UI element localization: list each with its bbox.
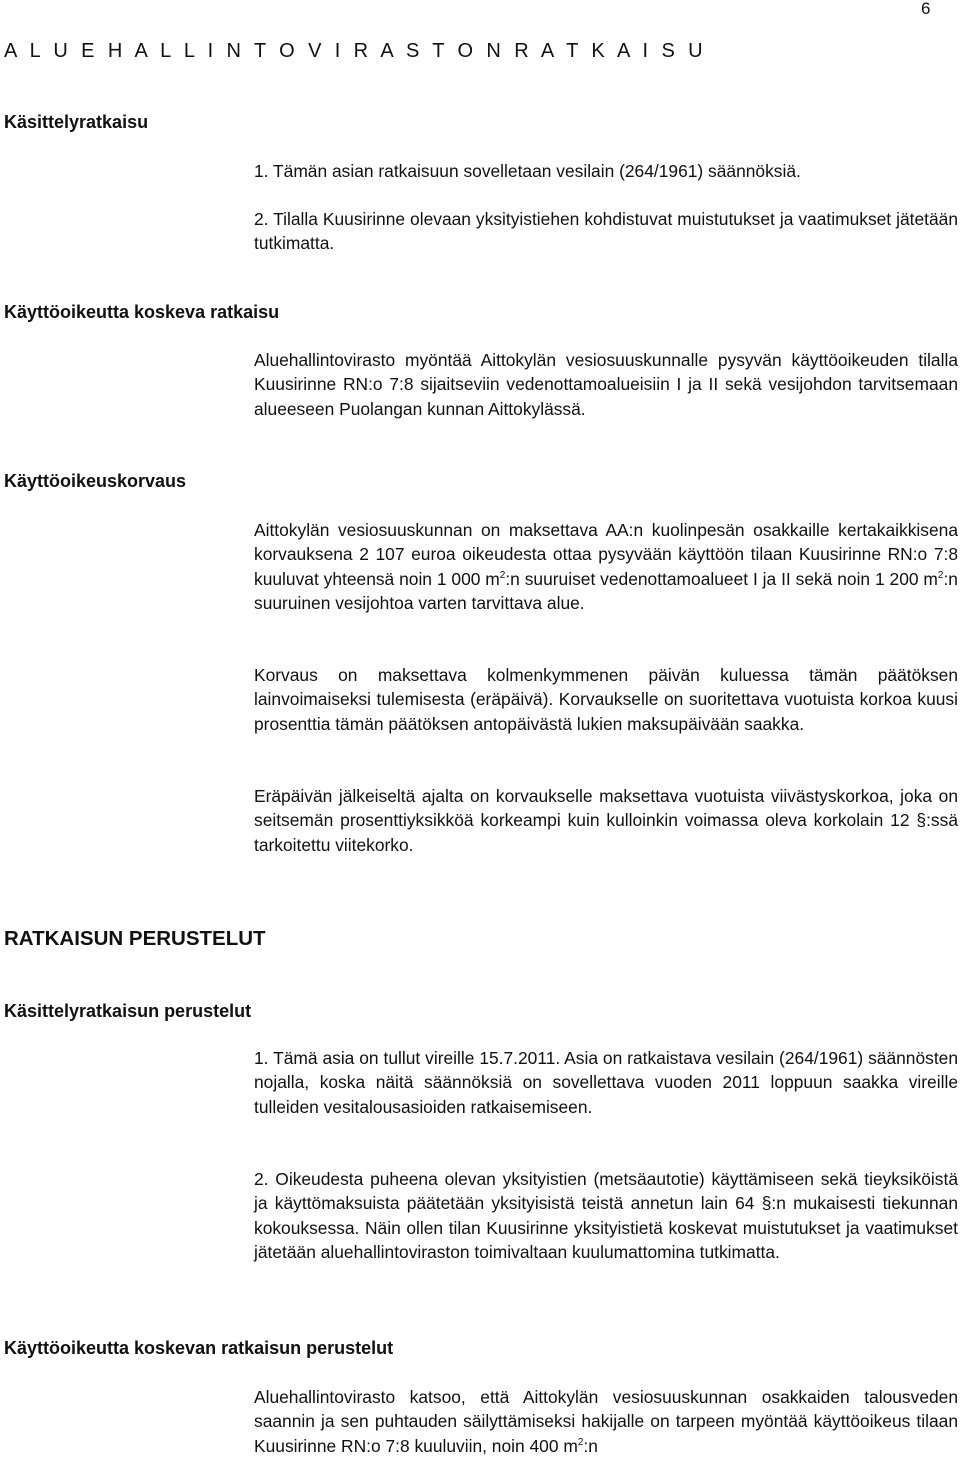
korvaus-p1-part-a: Aittokylän vesiosuuskunnan on maksettava AA:n kuolinpesän osakkaille kertakaikkisena korvauksena 2 107 euroa oikeudesta ottaa pysyvään käyttöön tilaan Kuusirinne RN:o 7:8 kuuluvat yhteensä noin 1 000 m [254,520,958,589]
document-header: A L U E H A L L I N T O V I R A S T O N R A T K A I S U [4,40,704,62]
superscript-2: 2 [937,570,944,582]
kasittely-item-1: 1. Tämän asian ratkaisuun sovelletaan vesilain (264/1961) säännöksiä. [254,161,801,181]
korvaus-paragraph-3: Eräpäivän jälkeiseltä ajalta on korvaukselle maksettava vuotuista viivästyskorkoa, joka on seitsemän prosenttiyksikköä korkeampi kuin kulloinkin voimassa oleva korkolain 12 §:ssä tarkoitettu viitekorko. [254,786,958,855]
korvaus-p1-part-c: :n suuruinen vesijohtoa varten tarvittava alue. [254,568,958,614]
korvaus-paragraph-1 [254,518,958,616]
superscript-2: 2 [577,1437,584,1449]
heading-kayttooikeus-perustelut: Käyttöoikeutta koskevan ratkaisun perustelut [4,1338,394,1358]
heading-kasittely-perustelut: Käsittelyratkaisun perustelut [4,1001,252,1021]
kasittely-item-2: 2. Tilalla Kuusirinne olevaan yksityistiehen kohdistuvat muistutukset ja vaatimukset jätetään tutkimatta. [254,209,958,254]
heading-kasittelyratkaisu: Käsittelyratkaisu [4,112,149,132]
kayttooikeus-perustelut-text [254,1385,958,1458]
korvaus-paragraph-2: Korvaus on maksettava kolmenkymmenen päivän kuluessa tämän päätöksen lainvoimaiseksi tulemisesta (eräpäivä). Korvaukselle on suoritettava vuotuista korkoa kuusi prosenttia tämän päätöksen antopäivästä lukien maksupäivään saakka. [254,665,958,734]
kayttooikeus-perustelut-part-b: :n [583,1435,598,1456]
superscript-2: 2 [499,570,506,582]
kasittely-perustelut-paragraph-1: 1. Tämä asia on tullut vireille 15.7.2011. Asia on ratkaistava vesilain (264/1961) säännösten nojalla, koska näitä säännöksiä on sovellettava vuoden 2011 loppuun saakka vireille tulleiden vesitalousasioiden ratkaisemiseen. [254,1048,958,1117]
kasittely-perustelut-paragraph-2: 2. Oikeudesta puheena olevan yksityistien (metsäautotie) käyttämiseen sekä tieyksiköistä ja käyttömaksuista päätetään yksityisistä teistä annetun lain 64 §:n mukaisesti tiekunnan kokouksessa. Näin ollen tilan Kuusirinne yksityistietä koskevat muistutukset ja vaatimukset jätetään aluehallintoviraston toimivaltaan kuulumattomina tutkimatta. [254,1169,958,1263]
heading-kayttooikeuskorvaus: Käyttöoikeuskorvaus [4,471,187,491]
heading-kayttooikeus-ratkaisu: Käyttöoikeutta koskeva ratkaisu [4,302,280,322]
kayttooikeus-ratkaisu-text: Aluehallintovirasto myöntää Aittokylän vesiosuuskunnalle pysyvän käyttöoikeuden tilalla Kuusirinne RN:o 7:8 sijaitseviin vedenottamoalueisiin I ja II sekä vesijohdon tarvitsemaan alueeseen Puolangan kunnan Aittokylässä. [254,350,958,419]
page-number: 6 [921,0,931,18]
heading-ratkaisun-perustelut: RATKAISUN PERUSTELUT [4,927,266,950]
kayttooikeus-perustelut-part-a: Aluehallintovirasto katsoo, että Aittokylän vesiosuuskunnan osakkaiden talousveden saannin ja sen puhtauden säilyttämiseksi hakijalle on tarpeen myöntää käyttöoikeus tilaan Kuusirinne RN:o 7:8 kuuluviin, noin 400 m [254,1387,958,1456]
korvaus-p1-part-b: :n suuruiset vedenottamoalueet I ja II sekä noin 1 200 m [505,568,938,589]
